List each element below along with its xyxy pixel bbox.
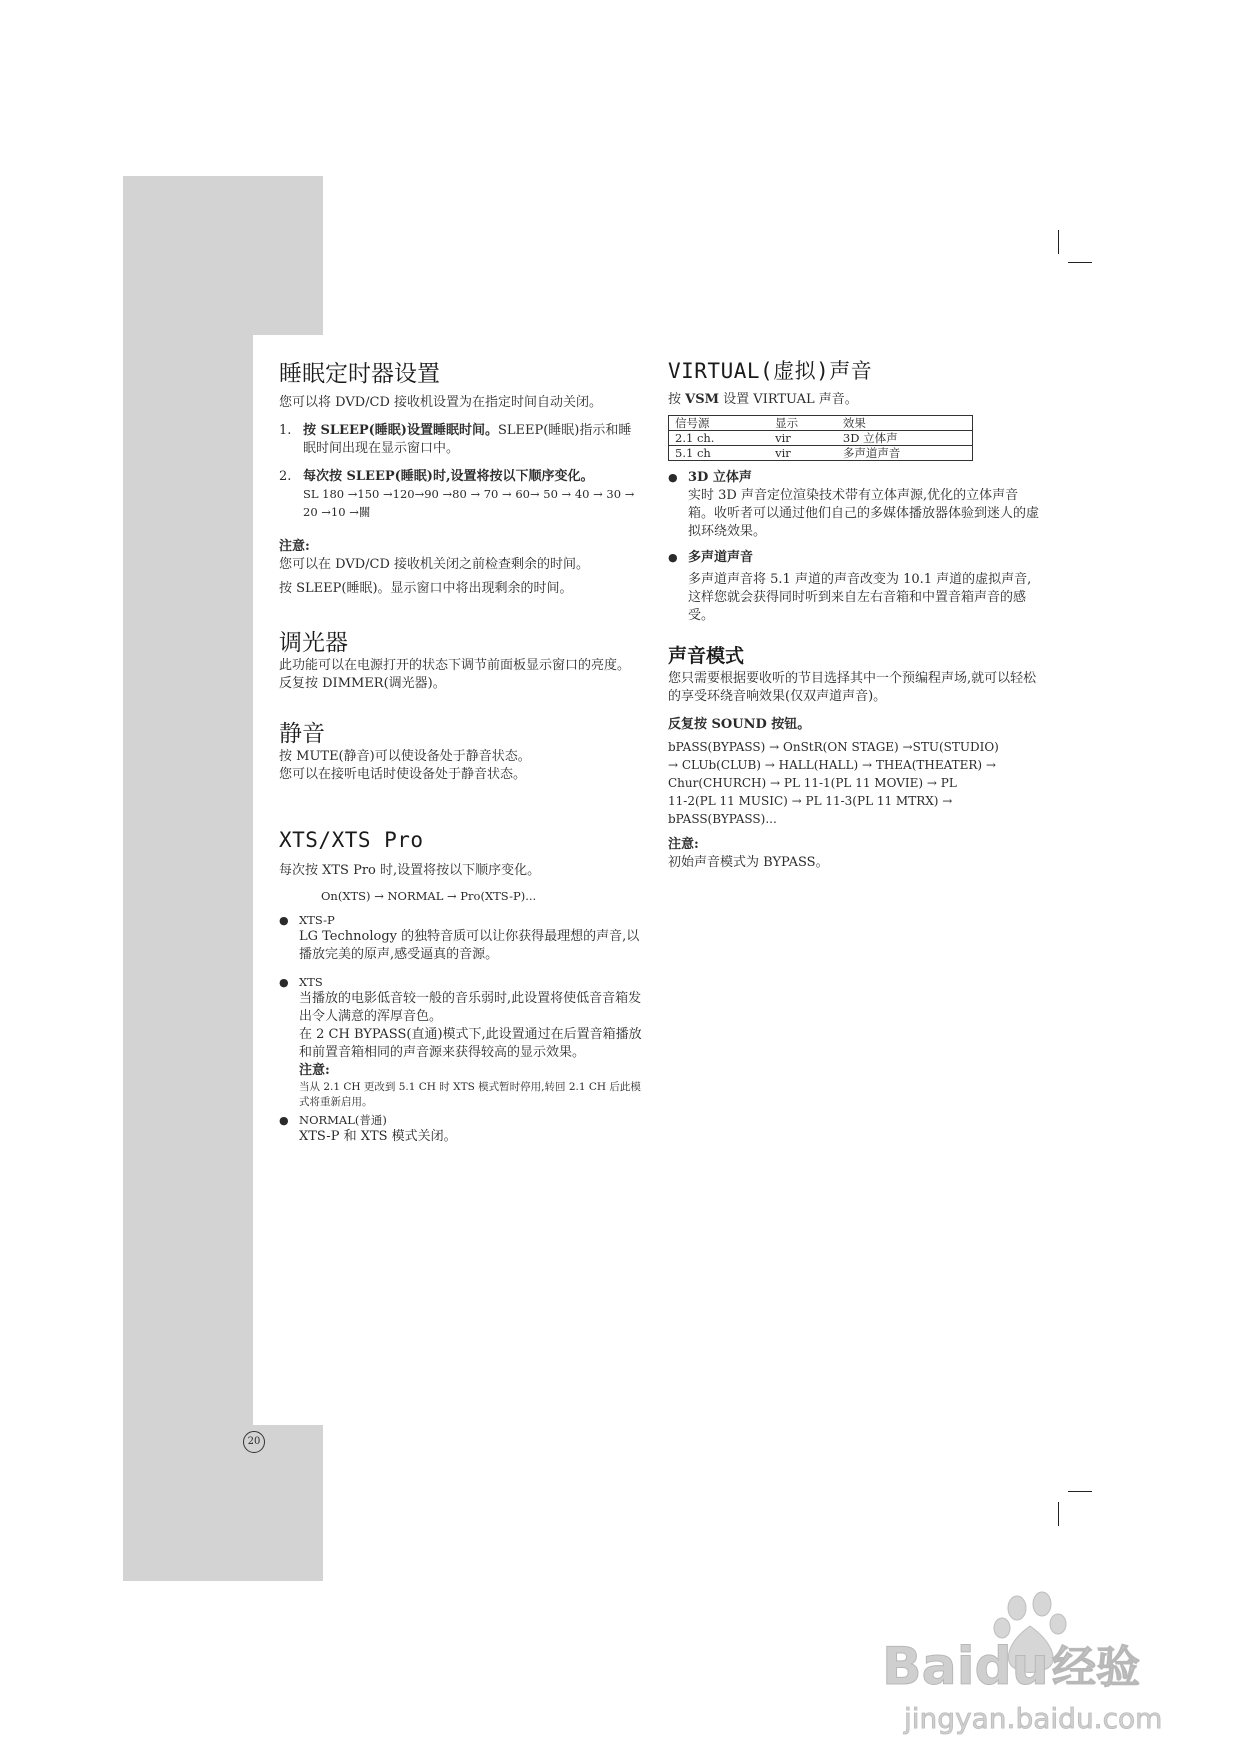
bullet-title: 3D 立体声	[688, 470, 752, 485]
xts-bullet-xtsp	[279, 912, 644, 964]
sound-mode-note: 初始声音模式为 BYPASS。	[668, 855, 829, 870]
watermark-url: jingyan.baidu.com	[904, 1702, 1163, 1735]
crop-mark	[1068, 1491, 1092, 1492]
xts-section	[279, 828, 644, 1146]
xts-title: XTS/XTS Pro	[279, 828, 424, 852]
xts-bullet-normal	[279, 1112, 644, 1146]
sequence-line: bPASS(BYPASS)...	[668, 812, 777, 826]
virtual-bullet-multi	[668, 549, 1043, 625]
baidu-watermark	[882, 1590, 1182, 1740]
bullet-title: 多声道声音	[688, 550, 754, 565]
sound-mode-instruction: 反复按 SOUND 按钮。	[668, 717, 811, 732]
xts-intro: 每次按 XTS Pro 时,设置将按以下顺序变化。	[279, 863, 541, 878]
xts-note: 当从 2.1 CH 更改到 5.1 CH 时 XTS 模式暂时停用,转回 2.1 CH 后此模式将重新启用。	[299, 1081, 641, 1108]
step-instruction: 按 SLEEP(睡眠)设置睡眠时间。	[303, 423, 498, 438]
logo-suffix: 经验	[1052, 1642, 1140, 1693]
bullet-text: 多声道声音将 5.1 声道的声音改变为 10.1 声道的虚拟声音,这样您就会获得同时听到来自左右音箱和中置音箱声音的感受。	[688, 572, 1032, 623]
table-header: 信号源	[675, 416, 710, 430]
table-cell: 2.1 ch.	[675, 431, 715, 445]
table-header: 效果	[842, 416, 866, 430]
bullet-icon: ●	[279, 914, 289, 927]
table-cell: 5.1 ch	[675, 446, 711, 460]
bullet-text: LG Technology 的独特音质可以让你获得最理想的声音,以播放完美的原声,感受逼真的音源。	[299, 929, 640, 962]
crop-mark	[1058, 230, 1059, 254]
sound-mode-sequence	[668, 738, 1043, 828]
bullet-text: 实时 3D 声音定位渲染技术带有立体声源,优化的立体声音箱。收听者可以通过他们自己的多媒体播放器体验到迷人的虚拟环绕效果。	[688, 488, 1040, 539]
dimmer-instruction: 反复按 DIMMER(调光器)。	[279, 676, 446, 691]
sleep-step-1	[279, 422, 644, 458]
sleep-section	[279, 355, 644, 598]
virtual-title: VIRTUAL(虚拟)声音	[668, 359, 873, 383]
bullet-icon: ●	[668, 551, 678, 564]
table-row	[669, 446, 973, 461]
sleep-intro: 您可以将 DVD/CD 接收机设置为在指定时间自动关闭。	[279, 395, 603, 410]
sleep-title: 睡眠定时器设置	[279, 361, 440, 387]
bullet-title: XTS-P	[299, 913, 335, 927]
note-label: 注意:	[279, 539, 310, 554]
intro-key: VSM	[685, 392, 720, 407]
mute-section	[279, 715, 644, 784]
table-row	[669, 431, 973, 446]
table-header: 显示	[775, 416, 799, 430]
mute-text-1: 按 MUTE(静音)可以使设备处于静音状态。	[279, 749, 531, 764]
intro-text: 设置 VIRTUAL 声音。	[723, 392, 858, 407]
virtual-section	[668, 355, 1043, 625]
table-cell: vir	[775, 446, 791, 460]
table-cell: 多声道声音	[842, 446, 901, 460]
xts-sequence: On(XTS) → NORMAL → Pro(XTS-P)...	[321, 889, 537, 903]
sleep-sequence: SL 180 →150 →120→90 →80 → 70 → 60→ 50 → 40 → 30 → 20 →10 →關	[303, 487, 635, 519]
dimmer-text: 此功能可以在电源打开的状态下调节前面板显示窗口的亮度。	[279, 658, 631, 673]
sleep-step-2	[279, 468, 644, 522]
crop-mark	[1058, 1502, 1059, 1526]
step-detail: SLEEP(睡眠)指示和睡眠时间出现在显示窗口中。	[303, 423, 632, 456]
bullet-icon: ●	[668, 471, 678, 484]
dimmer-section	[279, 624, 644, 693]
bullet-icon: ●	[279, 1114, 289, 1127]
virtual-intro	[668, 391, 1043, 409]
baidu-logo-icon	[882, 1590, 1182, 1740]
xts-bullet-xts	[279, 974, 644, 1110]
bullet-icon: ●	[279, 976, 289, 989]
step-number: 1.	[279, 423, 292, 438]
note-label: 注意:	[299, 1063, 330, 1078]
intro-text: 按	[668, 392, 682, 407]
logo-text: Baidu	[882, 1637, 1049, 1697]
virtual-bullet-3d	[668, 469, 1043, 541]
sequence-line: → CLUb(CLUB) → HALL(HALL) → THEA(THEATER) →	[668, 758, 996, 772]
right-column	[668, 355, 1043, 872]
crop-mark	[1068, 262, 1092, 263]
sleep-note-1: 您可以在 DVD/CD 接收机关闭之前检查剩余的时间。	[279, 557, 590, 572]
left-column	[279, 355, 644, 1146]
sleep-note-2: 按 SLEEP(睡眠)。显示窗口中将出现剩余的时间。	[279, 581, 573, 596]
mute-title: 静音	[279, 721, 325, 747]
page-number: 20	[243, 1431, 265, 1453]
bullet-text: XTS-P 和 XTS 模式关闭。	[299, 1129, 457, 1144]
bullet-text: 在 2 CH BYPASS(直通)模式下,此设置通过在后置音箱播放和前置音箱相同的声音源来获得较高的显示效果。	[299, 1027, 642, 1060]
bullet-text: 当播放的电影低音较一般的音乐弱时,此设置将使低音音箱发出令人满意的浑厚音色。	[299, 991, 642, 1024]
table-header-row	[669, 416, 973, 431]
step-number: 2.	[279, 469, 292, 484]
dimmer-title: 调光器	[279, 630, 348, 656]
step-instruction: 每次按 SLEEP(睡眠)时,设置将按以下顺序变化。	[303, 469, 594, 484]
bullet-title: NORMAL(普通)	[299, 1113, 387, 1127]
sound-mode-intro: 您只需要根据要收听的节目选择其中一个预编程声场,就可以轻松的享受环绕音响效果(仅双声道声音)。	[668, 671, 1037, 704]
mute-text-2: 您可以在接听电话时使设备处于静音状态。	[279, 767, 527, 782]
signal-table	[668, 415, 973, 461]
sequence-line: 11-2(PL 11 MUSIC) → PL 11-3(PL 11 MTRX) →	[668, 794, 953, 808]
sound-mode-section	[668, 641, 1043, 872]
sequence-line: Chur(CHURCH) → PL 11-1(PL 11 MOVIE) → PL	[668, 776, 957, 790]
note-label: 注意:	[668, 837, 699, 852]
table-cell: 3D 立体声	[842, 431, 898, 445]
sound-mode-title: 声音模式	[668, 645, 745, 667]
table-cell: vir	[775, 431, 791, 445]
sequence-line: bPASS(BYPASS) → OnStR(ON STAGE) →STU(STUDIO)	[668, 740, 999, 754]
bullet-title: XTS	[299, 975, 323, 989]
